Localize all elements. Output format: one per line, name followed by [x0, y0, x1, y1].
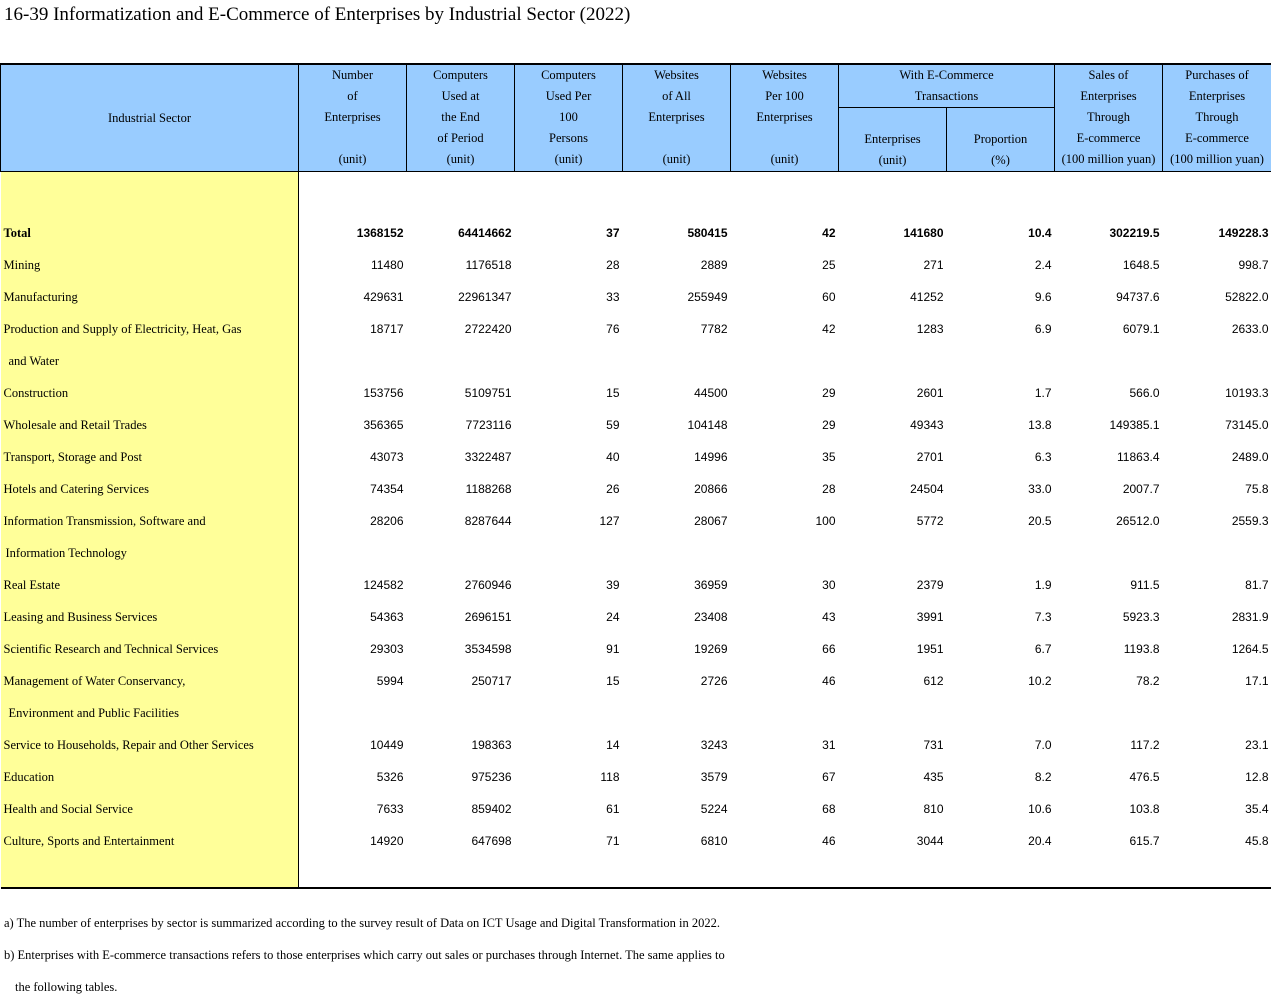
- table-cell: 1951: [839, 633, 947, 665]
- table-cell: 104148: [623, 409, 731, 441]
- table-cell: 12.8: [1163, 761, 1271, 793]
- table-cell: 46: [731, 665, 839, 697]
- table-cell: 615.7: [1055, 825, 1163, 857]
- table-row-total: [1, 217, 1271, 249]
- table-cell: 566.0: [1055, 377, 1163, 409]
- table-body: [1, 172, 1271, 889]
- sector-name: Service to Households, Repair and Other Services: [1, 729, 299, 761]
- table-cell: 68: [731, 793, 839, 825]
- table-cell: 271: [839, 249, 947, 281]
- table-cell: 1264.5: [1163, 633, 1271, 665]
- table-row: [1, 505, 1271, 537]
- table-cell: 6.3: [947, 441, 1055, 473]
- table-cell: 1176518: [407, 249, 515, 281]
- table-cell: 30: [731, 569, 839, 601]
- sector-name: Leasing and Business Services: [1, 601, 299, 633]
- table-cell: 3579: [623, 761, 731, 793]
- page-title: 16-39 Informatization and E-Commerce of Enterprises by Industrial Sector (2022): [4, 4, 630, 26]
- table-cell: 41252: [839, 281, 947, 313]
- table-cell: 5109751: [407, 377, 515, 409]
- sector-name-continued: Environment and Public Facilities: [1, 697, 299, 729]
- table-cell: 476.5: [1055, 761, 1163, 793]
- table-cell: 10193.3: [1163, 377, 1271, 409]
- header-computers-used: Computers Used at the End of Period (unit): [407, 64, 515, 172]
- table-cell: 10.4: [947, 217, 1055, 249]
- table-cell: 2696151: [407, 601, 515, 633]
- sector-name: Real Estate: [1, 569, 299, 601]
- table-row: [1, 761, 1271, 793]
- table-cell: 31: [731, 729, 839, 761]
- sector-name-continued: Information Technology: [1, 537, 299, 569]
- table-row: [1, 249, 1271, 281]
- table-row: [1, 729, 1271, 761]
- table-cell: 141680: [839, 217, 947, 249]
- table-cell: 2889: [623, 249, 731, 281]
- table-cell: 23408: [623, 601, 731, 633]
- table-cell: 28: [515, 249, 623, 281]
- table-cell: 2633.0: [1163, 313, 1271, 345]
- table-row: [1, 633, 1271, 665]
- table-cell: 153756: [299, 377, 407, 409]
- table-cell: 1193.8: [1055, 633, 1163, 665]
- header-computers-per-100: Computers Used Per 100 Persons (unit): [515, 64, 623, 172]
- table-cell: 2701: [839, 441, 947, 473]
- table-cell: 859402: [407, 793, 515, 825]
- table-cell: 10449: [299, 729, 407, 761]
- table-cell: 5923.3: [1055, 601, 1163, 633]
- table-row: [1, 569, 1271, 601]
- table-cell: 26: [515, 473, 623, 505]
- table-cell: 580415: [623, 217, 731, 249]
- sector-name: Wholesale and Retail Trades: [1, 409, 299, 441]
- table-cell: 8287644: [407, 505, 515, 537]
- table-cell: 67: [731, 761, 839, 793]
- sector-name: Production and Supply of Electricity, Heat, Gas: [1, 313, 299, 345]
- table-cell: 6.7: [947, 633, 1055, 665]
- table-cell: 10.2: [947, 665, 1055, 697]
- table-row: [1, 601, 1271, 633]
- table-cell: 64414662: [407, 217, 515, 249]
- table-cell: 19269: [623, 633, 731, 665]
- table-cell: 3322487: [407, 441, 515, 473]
- table-cell: 23.1: [1163, 729, 1271, 761]
- sector-name: Management of Water Conservancy,: [1, 665, 299, 697]
- table-cell: 71: [515, 825, 623, 857]
- table-cell: 198363: [407, 729, 515, 761]
- table-cell: 10.6: [947, 793, 1055, 825]
- table-cell: 2726: [623, 665, 731, 697]
- header-ecommerce-group: With E-Commerce Transactions: [839, 64, 1055, 108]
- table-cell: 2007.7: [1055, 473, 1163, 505]
- table-cell: 6079.1: [1055, 313, 1163, 345]
- table-cell: 302219.5: [1055, 217, 1163, 249]
- table-row: [1, 377, 1271, 409]
- sector-name: Construction: [1, 377, 299, 409]
- table-cell: 1.9: [947, 569, 1055, 601]
- table-cell: 3991: [839, 601, 947, 633]
- table-cell: 3243: [623, 729, 731, 761]
- table-cell: 66: [731, 633, 839, 665]
- table-cell: 81.7: [1163, 569, 1271, 601]
- table-cell: 100: [731, 505, 839, 537]
- table-cell: 6810: [623, 825, 731, 857]
- table-cell: 29: [731, 409, 839, 441]
- header-sales-ecommerce: Sales of Enterprises Through E-commerce (100 million yuan): [1055, 64, 1163, 172]
- table-row: [1, 409, 1271, 441]
- sector-name: Culture, Sports and Entertainment: [1, 825, 299, 857]
- table-cell: 2601: [839, 377, 947, 409]
- table-cell: 13.8: [947, 409, 1055, 441]
- table-cell: 25: [731, 249, 839, 281]
- table-header: [1, 64, 1271, 172]
- table-cell: 76: [515, 313, 623, 345]
- table-cell: 1648.5: [1055, 249, 1163, 281]
- table-cell: 810: [839, 793, 947, 825]
- footnotes: [4, 907, 725, 1003]
- table-cell: 35.4: [1163, 793, 1271, 825]
- table-cell: 1283: [839, 313, 947, 345]
- table-row: [1, 281, 1271, 313]
- table-cell: 7.0: [947, 729, 1055, 761]
- table-cell: 54363: [299, 601, 407, 633]
- table-cell: 149228.3: [1163, 217, 1271, 249]
- table-cell: 43073: [299, 441, 407, 473]
- table-cell: 7633: [299, 793, 407, 825]
- table-cell: 18717: [299, 313, 407, 345]
- table-row-continuation: [1, 345, 1271, 377]
- table-cell: 103.8: [1055, 793, 1163, 825]
- header-ecommerce-proportion: Proportion (%): [947, 108, 1055, 172]
- table-cell: 35: [731, 441, 839, 473]
- table-cell: 5994: [299, 665, 407, 697]
- table-cell: 29303: [299, 633, 407, 665]
- sector-name-continued: and Water: [1, 345, 299, 377]
- table-cell: 911.5: [1055, 569, 1163, 601]
- table-cell: 14996: [623, 441, 731, 473]
- table-cell: 36959: [623, 569, 731, 601]
- table-cell: 59: [515, 409, 623, 441]
- header-industrial-sector: Industrial Sector: [1, 64, 299, 172]
- header-purchases-ecommerce: Purchases of Enterprises Through E-commerce (100 million yuan): [1163, 64, 1271, 172]
- table-cell: 1188268: [407, 473, 515, 505]
- spacer-row: [1, 172, 1271, 218]
- sector-name: Scientific Research and Technical Services: [1, 633, 299, 665]
- table-cell: 20.5: [947, 505, 1055, 537]
- table-cell: 39: [515, 569, 623, 601]
- table-cell: 24504: [839, 473, 947, 505]
- footnote-a: a) The number of enterprises by sector is summarized according to the survey result of Data on ICT Usage and Digital Transformation in 2022.: [4, 907, 725, 939]
- table-cell: 2.4: [947, 249, 1055, 281]
- table-cell: 26512.0: [1055, 505, 1163, 537]
- table-cell: 44500: [623, 377, 731, 409]
- table-cell: 33.0: [947, 473, 1055, 505]
- sector-name: Information Transmission, Software and: [1, 505, 299, 537]
- table-cell: 5772: [839, 505, 947, 537]
- sector-name: Health and Social Service: [1, 793, 299, 825]
- table-cell: 1.7: [947, 377, 1055, 409]
- table-cell: 60: [731, 281, 839, 313]
- table-cell: 1368152: [299, 217, 407, 249]
- table-cell: 28067: [623, 505, 731, 537]
- table-cell: 8.2: [947, 761, 1055, 793]
- table-cell: 94737.6: [1055, 281, 1163, 313]
- footnote-b-continued: the following tables.: [4, 971, 725, 1003]
- table-cell: 11863.4: [1055, 441, 1163, 473]
- table-cell: 14920: [299, 825, 407, 857]
- table-cell: 24: [515, 601, 623, 633]
- table-cell: 5224: [623, 793, 731, 825]
- table-cell: 46: [731, 825, 839, 857]
- table-cell: 75.8: [1163, 473, 1271, 505]
- table-cell: 91: [515, 633, 623, 665]
- table-cell: 250717: [407, 665, 515, 697]
- table-cell: 45.8: [1163, 825, 1271, 857]
- sector-name: Total: [1, 217, 299, 249]
- table-row: [1, 473, 1271, 505]
- table-cell: 612: [839, 665, 947, 697]
- table-cell: 20866: [623, 473, 731, 505]
- sector-name: Hotels and Catering Services: [1, 473, 299, 505]
- table-cell: 356365: [299, 409, 407, 441]
- table-cell: 43: [731, 601, 839, 633]
- table-row: [1, 665, 1271, 697]
- table-row-continuation: [1, 697, 1271, 729]
- table-row: [1, 441, 1271, 473]
- header-ecommerce-enterprises: Enterprises (unit): [839, 108, 947, 172]
- sector-name: Mining: [1, 249, 299, 281]
- table-cell: 647698: [407, 825, 515, 857]
- table-cell: 255949: [623, 281, 731, 313]
- table-cell: 52822.0: [1163, 281, 1271, 313]
- table-cell: 998.7: [1163, 249, 1271, 281]
- table-cell: 7723116: [407, 409, 515, 441]
- table-cell: 15: [515, 665, 623, 697]
- table-cell: 33: [515, 281, 623, 313]
- table-cell: 124582: [299, 569, 407, 601]
- table-cell: 149385.1: [1055, 409, 1163, 441]
- table-cell: 5326: [299, 761, 407, 793]
- sector-name: Transport, Storage and Post: [1, 441, 299, 473]
- table-cell: 49343: [839, 409, 947, 441]
- table-cell: 20.4: [947, 825, 1055, 857]
- table-cell: 118: [515, 761, 623, 793]
- table-cell: 28206: [299, 505, 407, 537]
- table-cell: 435: [839, 761, 947, 793]
- table-cell: 73145.0: [1163, 409, 1271, 441]
- table-cell: 11480: [299, 249, 407, 281]
- table-cell: 37: [515, 217, 623, 249]
- table-cell: 74354: [299, 473, 407, 505]
- table-cell: 28: [731, 473, 839, 505]
- table-cell: 7782: [623, 313, 731, 345]
- table-cell: 42: [731, 217, 839, 249]
- table-cell: 117.2: [1055, 729, 1163, 761]
- spacer-row: [1, 857, 1271, 888]
- table-cell: 17.1: [1163, 665, 1271, 697]
- table-cell: 127: [515, 505, 623, 537]
- table-row: [1, 313, 1271, 345]
- table-cell: 2559.3: [1163, 505, 1271, 537]
- table-cell: 6.9: [947, 313, 1055, 345]
- table-cell: 429631: [299, 281, 407, 313]
- table-cell: 2760946: [407, 569, 515, 601]
- table-cell: 2831.9: [1163, 601, 1271, 633]
- table-cell: 15: [515, 377, 623, 409]
- table-cell: 29: [731, 377, 839, 409]
- table-row-continuation: [1, 537, 1271, 569]
- table-cell: 2722420: [407, 313, 515, 345]
- table-cell: 14: [515, 729, 623, 761]
- table-cell: 9.6: [947, 281, 1055, 313]
- table-cell: 7.3: [947, 601, 1055, 633]
- sector-name: Manufacturing: [1, 281, 299, 313]
- table-cell: 2379: [839, 569, 947, 601]
- table-cell: 2489.0: [1163, 441, 1271, 473]
- table-cell: 975236: [407, 761, 515, 793]
- table-cell: 731: [839, 729, 947, 761]
- table-cell: 42: [731, 313, 839, 345]
- table-cell: 40: [515, 441, 623, 473]
- table-row: [1, 825, 1271, 857]
- table-cell: 3044: [839, 825, 947, 857]
- header-websites-per-100: Websites Per 100 Enterprises (unit): [731, 64, 839, 172]
- sector-name: Education: [1, 761, 299, 793]
- table-cell: 61: [515, 793, 623, 825]
- footnote-b: b) Enterprises with E-commerce transactions refers to those enterprises which carry out sales or purchases through Internet. The same applies to: [4, 939, 725, 971]
- header-websites: Websites of All Enterprises (unit): [623, 64, 731, 172]
- table-cell: 22961347: [407, 281, 515, 313]
- table-cell: 3534598: [407, 633, 515, 665]
- data-table: [0, 63, 1271, 889]
- table-cell: 78.2: [1055, 665, 1163, 697]
- table-row: [1, 793, 1271, 825]
- header-number-of-enterprises: Number of Enterprises (unit): [299, 64, 407, 172]
